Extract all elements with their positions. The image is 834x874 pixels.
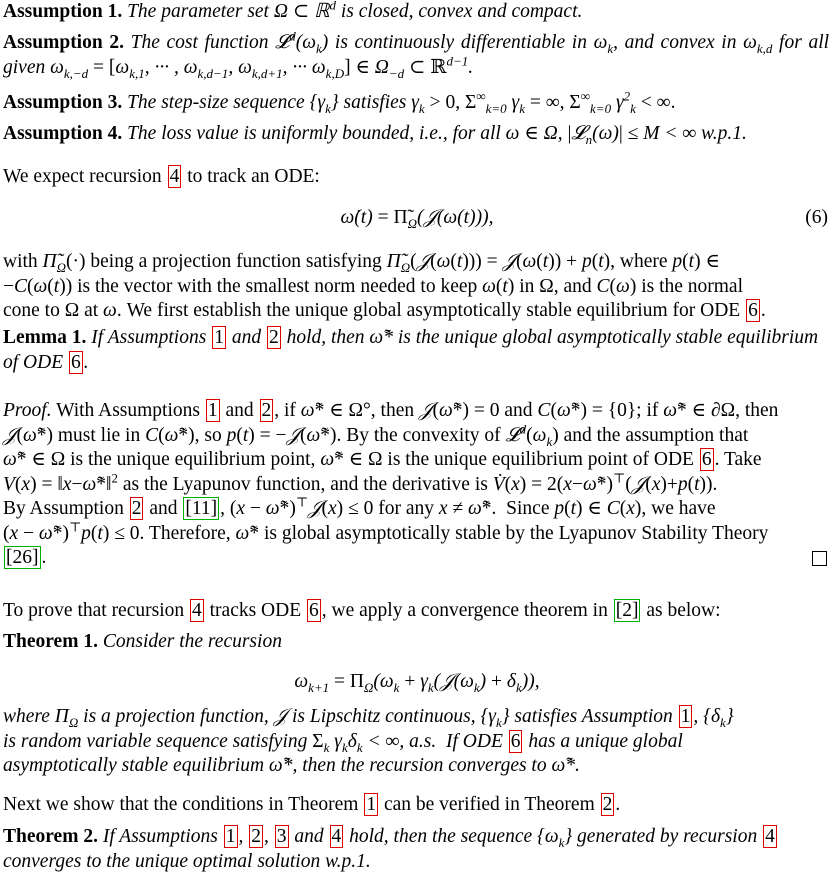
lemma-1-head: Lemma 1. xyxy=(3,327,87,348)
ref-assumption-1[interactable]: 1 xyxy=(680,706,691,727)
ref-assumption-1[interactable]: 1 xyxy=(214,327,224,348)
cite-2[interactable]: [2] xyxy=(615,600,639,621)
paragraph-ode-intro: We expect recursion 4 to track an ODE: xyxy=(3,166,320,187)
assumption-2-head: Assumption 2. xyxy=(3,32,124,53)
paragraph-projection-line-2: −C(ω(t)) is the vector with the smallest norm needed to keep ω(t) in Ω, and C(ω) is the normal xyxy=(3,275,744,297)
theorem-1-equation: $\omega_{k+1} = \Pi_\Omega(\omega_k$ + $\gamma_k(𝒥(\omega_k) + \delta_k)$), xyxy=(294,671,540,695)
paragraph-projection-line-1: with $\Pĩ_\Omega(\cdot)$ being a projection function satisfying $\Pĩ_\Omega(𝒥(\omega(t)))$ = 𝒥(ω(t)) + p(t), where p(t) ∈ xyxy=(3,251,720,275)
eq-ref-4[interactable]: 4 xyxy=(192,600,202,621)
ref-assumption-2[interactable]: 2 xyxy=(131,498,142,519)
assumption-4-head: Assumption 4. xyxy=(3,123,123,144)
theorem-2: Theorem 2. If Assumptions 1 , 2 , 3 and 4 hold, then the sequence $\{\omega_k\}$ generated by recursion 4 converges to the unique optimal solution w.p.1. xyxy=(3,826,775,872)
ref-assumption-1[interactable]: 1 xyxy=(225,826,236,847)
proof-head: Proof. xyxy=(3,400,52,421)
assumption-3-body: The step-size sequence $\{\gamma_k\}$ satisfies $\gamma_k > 0$, $\Sigma^\infty_{k=0}$ $\gamma_k$ = ∞, $\Sigma^\infty_{k=0}$ $\gamma^2_k$ < ∞. xyxy=(127,88,676,116)
assumption-4 xyxy=(3,122,829,147)
eq-ref-6[interactable]: 6 xyxy=(748,300,758,321)
eq-ref-4[interactable]: 4 xyxy=(169,166,180,187)
eq-ref-6[interactable]: 6 xyxy=(701,449,712,470)
assumption-4-body: The loss value is uniformly bounded, i.e., for all ω ∈ Ω, |𝓛$_n$(ω)| ≤ M < ∞ w.p.1. xyxy=(127,123,747,147)
assumption-1 xyxy=(3,0,829,25)
ref-assumption-4[interactable]: 4 xyxy=(331,826,342,847)
paragraph-next: Next we show that the conditions in Theorem 1 can be verified in Theorem 2 . xyxy=(3,794,621,815)
theorem-1: Theorem 1. Consider the recursion xyxy=(3,631,282,652)
proof: Proof. With Assumptions 1 and 2 , if ω̃* ∈ Ω°, then 𝒥(ω̃*) = 0 and C(ω̃*) = {0}; if ω̃* ∈ ∂Ω, then 𝒥(ω̃*) must lie in C(ω̃*), so p(t) = −𝒥(ω̃*). By the convexity of $𝓛^d(\omega_k)$ and the assumption that ω̃* ∈ Ω is the unique equilibrium point, ω̃* ∈ Ω is the unique equilibrium point of ODE 6 . Take V(x) = ‖x−ω̃*‖$^2$ as the Lyapunov function, and the derivative is V̇(x) = 2(x−ω̃*)⊤(𝒥(x)+p(t)). By Assumption 2 and [11] , (x − ω̃*)⊤𝒥(x) ≤ 0 for any x ≠ ω̃*. Since p(t) ∈ C(x), we have (x − ω̃*)⊤p(t) ≤ 0. Therefore, ω̃* is global asymptotically stable by the Lyapunov Stability Theory [26] . xyxy=(3,400,779,568)
theorem-2-head: Theorem 2. xyxy=(3,826,98,847)
ref-theorem-2[interactable]: 2 xyxy=(602,794,613,815)
assumption-2 xyxy=(3,28,830,81)
assumption-3-head: Assumption 3. xyxy=(3,92,123,113)
assumption-1-body: The parameter set Ω ⊂ ℝ$^d$ is closed, convex and compact. xyxy=(127,0,583,22)
assumption-2-body: The cost function $𝓛^d(\omega_k)$ is continuously differentiable in $\omega_k$, and convex in $\omega_{k,d}$ for all given $\omega_{k,-d} = [\omega_{k,1}$, ··· , $\omega_{k,d-1}$, $\omega_{k,d+1}$, ··· $\omega_{k,D}$] ∈ $\Omega_{-d}$ ⊂ ℝ$^{d-1}$. xyxy=(3,28,830,81)
eq-ref-4[interactable]: 4 xyxy=(765,826,775,847)
paragraph-projection-line-3: cone to Ω at ω. We first establish the unique global asymptotically stable equilibrium for ODE 6 . xyxy=(3,300,766,321)
theorem-1-body: where $\Pi_\Omega$ is a projection function, 𝒥 is Lipschitz continuous, $\{\gamma_k\}$ satisfies Assumption 1 , $\{\delta_k\}$ is random variable sequence satisfying $\Sigma_k$ $\gamma_k\delta_k$ < ∞, a.s. If ODE 6 has a unique global asymptotically stable equilibrium ω̃*, then the recursion converges to ω̃*. xyxy=(3,706,734,776)
ref-assumption-2[interactable]: 2 xyxy=(251,826,261,847)
ref-theorem-1[interactable]: 1 xyxy=(366,794,377,815)
paragraph-convergence: To prove that recursion 4 tracks ODE 6 , we apply a convergence theorem in [2] as below: xyxy=(3,600,721,621)
ref-assumption-3[interactable]: 3 xyxy=(276,826,287,847)
paragraph-projection xyxy=(3,250,829,324)
ref-assumption-1[interactable]: 1 xyxy=(207,400,218,421)
eq-ref-6[interactable]: 6 xyxy=(309,600,319,621)
qed-square xyxy=(812,551,827,566)
eq-ref-6[interactable]: 6 xyxy=(510,730,521,752)
ref-assumption-2[interactable]: 2 xyxy=(261,400,272,421)
equation-6-number: (6) xyxy=(805,207,828,228)
theorem-1-head: Theorem 1. xyxy=(3,631,98,652)
assumption-1-head: Assumption 1. xyxy=(3,1,123,22)
cite-11[interactable]: [11] xyxy=(185,498,218,519)
equation-6: ω̇(t) = $\Pĩ_\Omega(𝒥(\omega(t)))$, xyxy=(340,207,494,231)
cite-26[interactable]: [26] xyxy=(6,547,39,568)
eq-ref-6[interactable]: 6 xyxy=(71,351,81,373)
assumption-3 xyxy=(3,88,829,116)
lemma-1: Lemma 1. If Assumptions 1 and 2 hold, then ω̃* is the unique global asymptotically stable equilibrium of ODE 6 . xyxy=(3,327,819,373)
ref-assumption-2[interactable]: 2 xyxy=(268,327,279,348)
